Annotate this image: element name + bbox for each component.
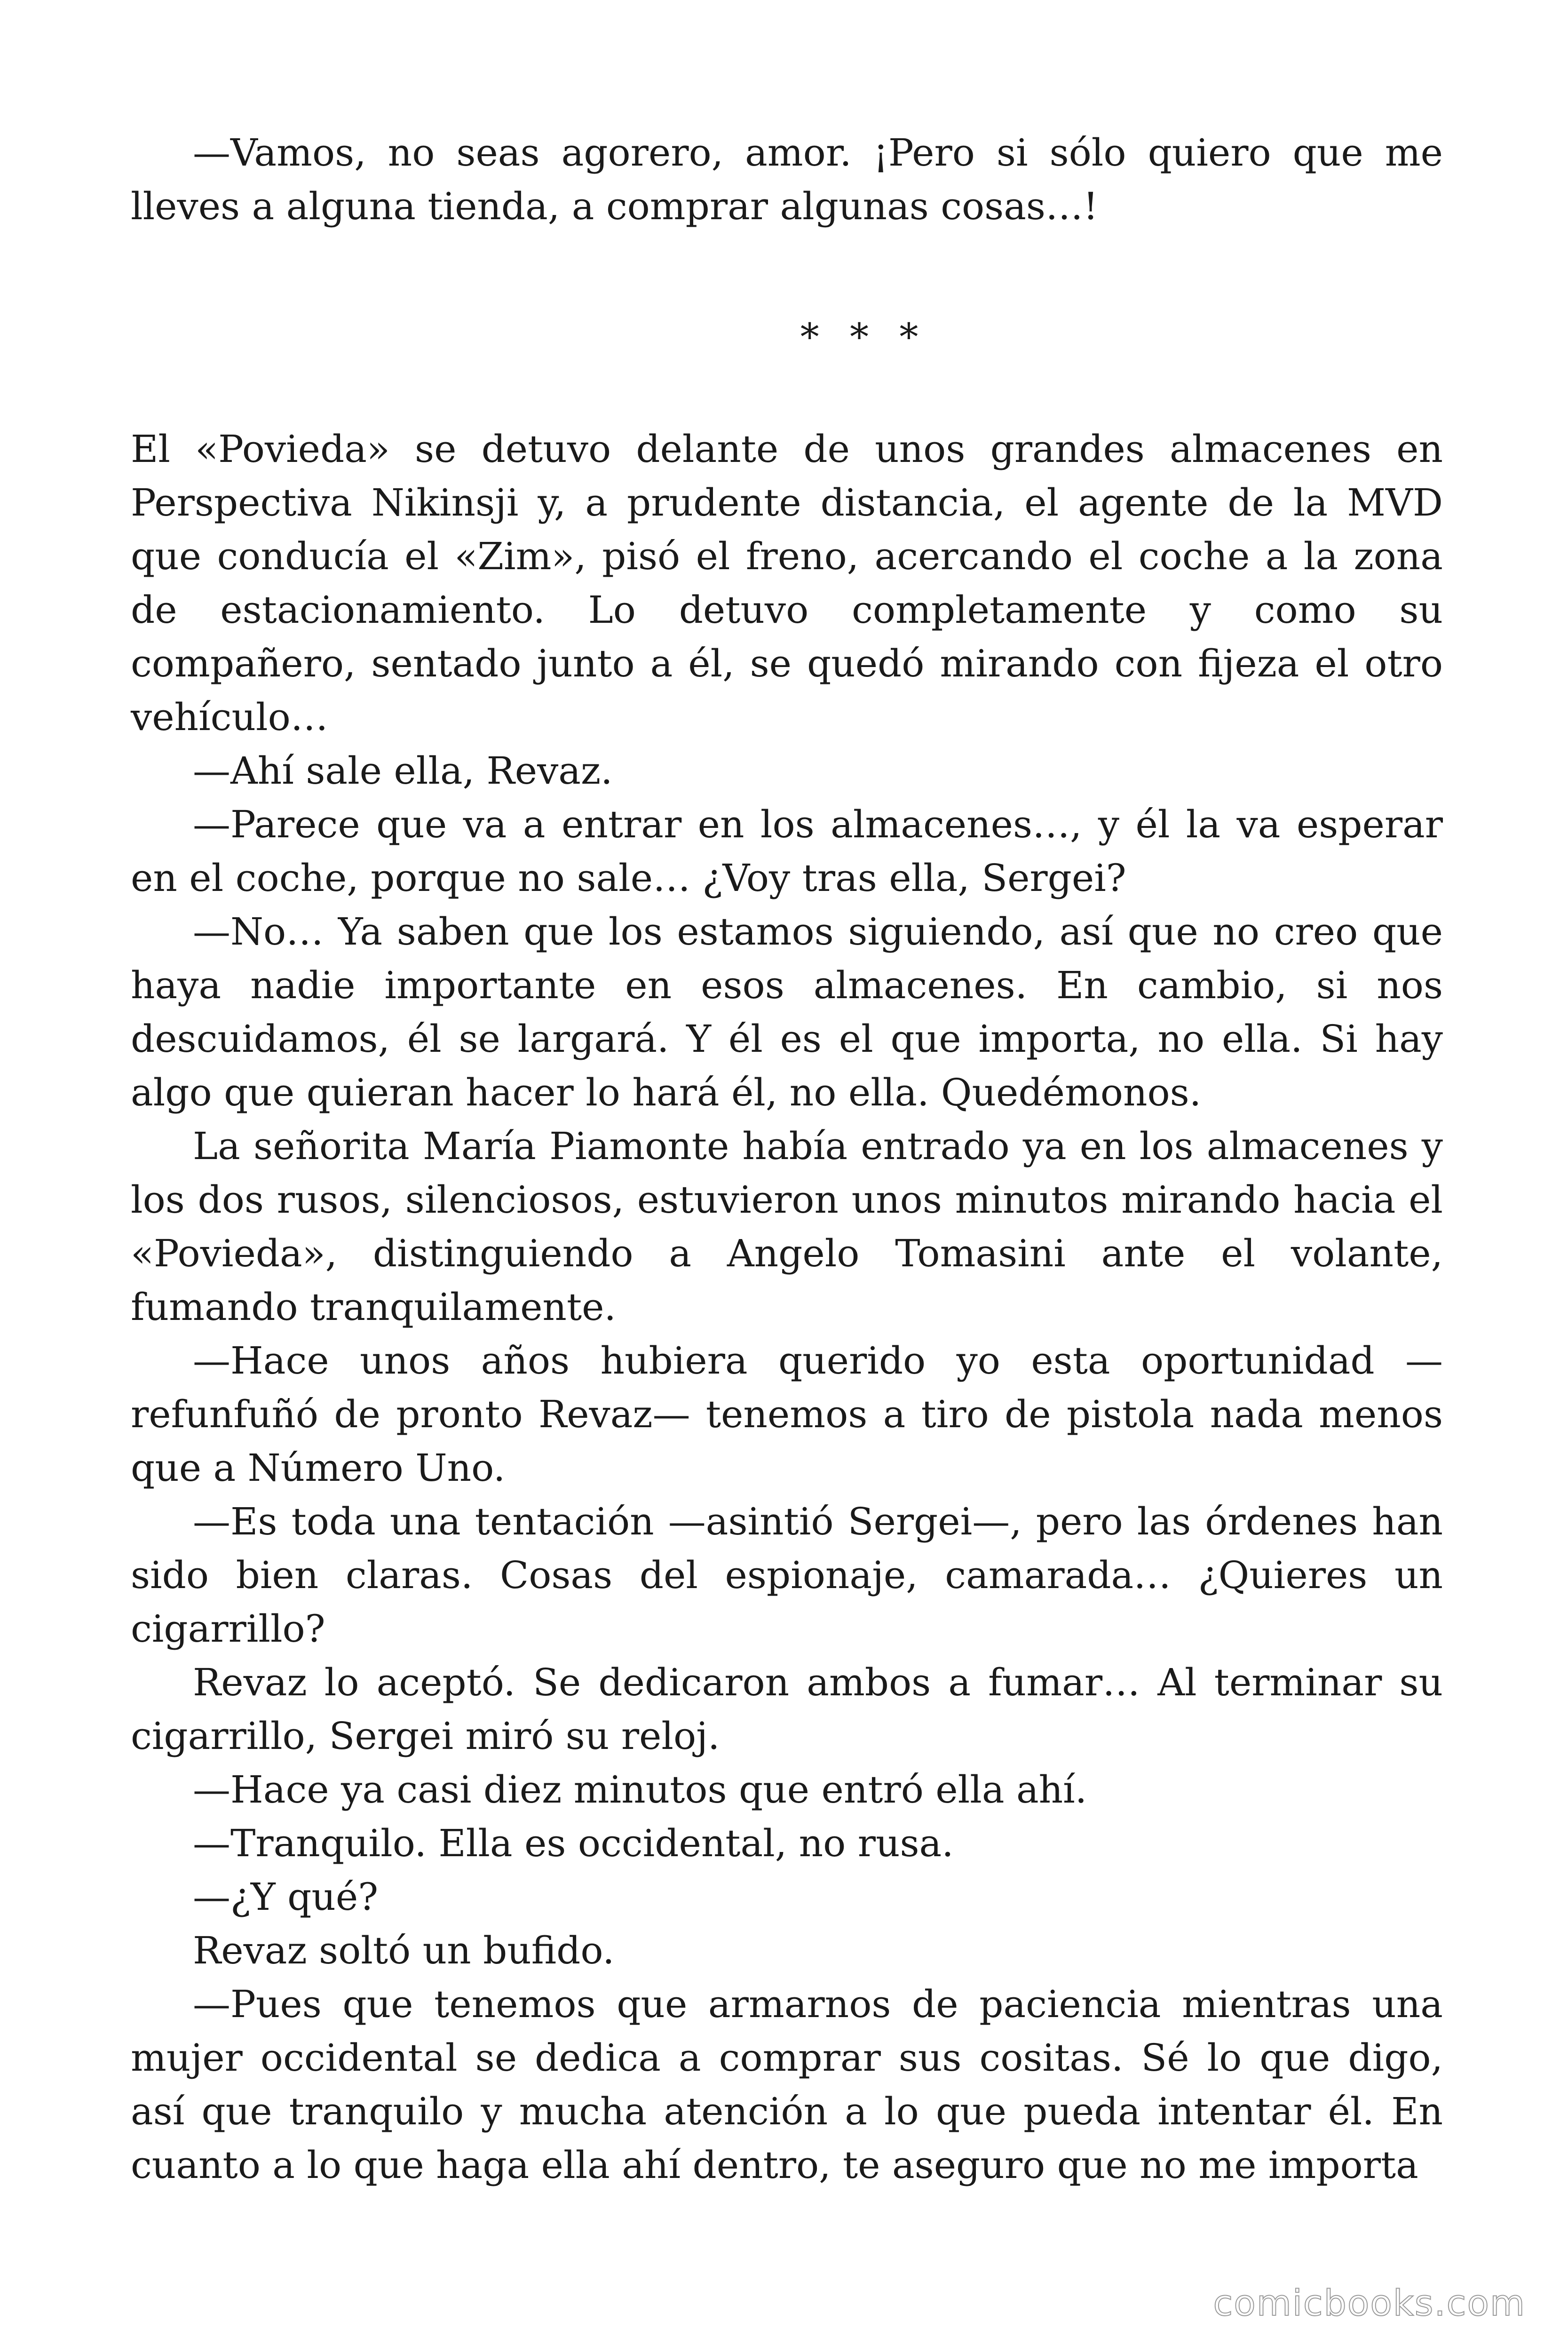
paragraph: —Hace ya casi diez minutos que entró ella ahí. [193,1768,1087,1812]
main-text-block [131,422,1443,2192]
paragraph: —Tranquilo. Ella es occidental, no rusa. [193,1821,954,1865]
paragraph: —Hace unos años hubiera querido yo esta oportunidad —refunfuñó de pronto Revaz— tenemos a tiro de pistola nada menos que a Número Uno. [131,1339,1443,1490]
paragraph: —Parece que va a entrar en los almacenes…, y él la va esperar en el coche, porque no sale… ¿Voy tras ella, Sergei? [131,803,1443,900]
section-separator: * * * [800,315,928,359]
top-text-block [131,126,1443,233]
paragraph: —Ahí sale ella, Revaz. [193,749,613,793]
paragraph: —Vamos, no seas agorero, amor. ¡Pero si sólo quiero que me lleves a alguna tienda, a comprar algunas cosas…! [131,131,1443,228]
paragraph: Revaz soltó un bufido. [193,1929,615,1972]
paragraph: La señorita María Piamonte había entrado ya en los almacenes y los dos rusos, silenciosos, estuvieron unos minutos mirando hacia el «Povieda», distinguiendo a Angelo Tomasini ante el volante, fumando tranquilamente. [131,1124,1443,1329]
paragraph: —Pues que tenemos que armarnos de paciencia mientras una mujer occidental se dedica a comprar sus cositas. Sé lo que digo, así que tranquilo y mucha atención a lo que pueda intentar él. En cuanto a lo que haga ella ahí dentro, te aseguro que no me importa [131,1982,1443,2187]
paragraph: Revaz lo aceptó. Se dedicaron ambos a fumar… Al terminar su cigarrillo, Sergei miró su reloj. [131,1661,1443,1758]
paragraph: —Es toda una tentación —asintió Sergei—, pero las órdenes han sido bien claras. Cosas del espionaje, camarada… ¿Quieres un cigarrillo? [131,1500,1443,1651]
paragraph: El «Povieda» se detuvo delante de unos grandes almacenes en Perspectiva Nikinsji y, a prudente distancia, el agente de la MVD que conducía el «Zim», pisó el freno, acercando el coche a la zona de estacionamiento. Lo detuvo completamente y como su compañero, sentado junto a él, se quedó mirando con fijeza el otro vehículo… [131,427,1443,739]
watermark: comicbooks.com [1213,2282,1526,2324]
paragraph: —No… Ya saben que los estamos siguiendo, así que no creo que haya nadie importante en esos almacenes. En cambio, si nos descuidamos, él se largará. Y él es el que importa, no ella. Si hay algo que quieran hacer lo hará él, no ella. Quedémonos. [131,910,1443,1114]
paragraph: —¿Y qué? [193,1875,379,1919]
